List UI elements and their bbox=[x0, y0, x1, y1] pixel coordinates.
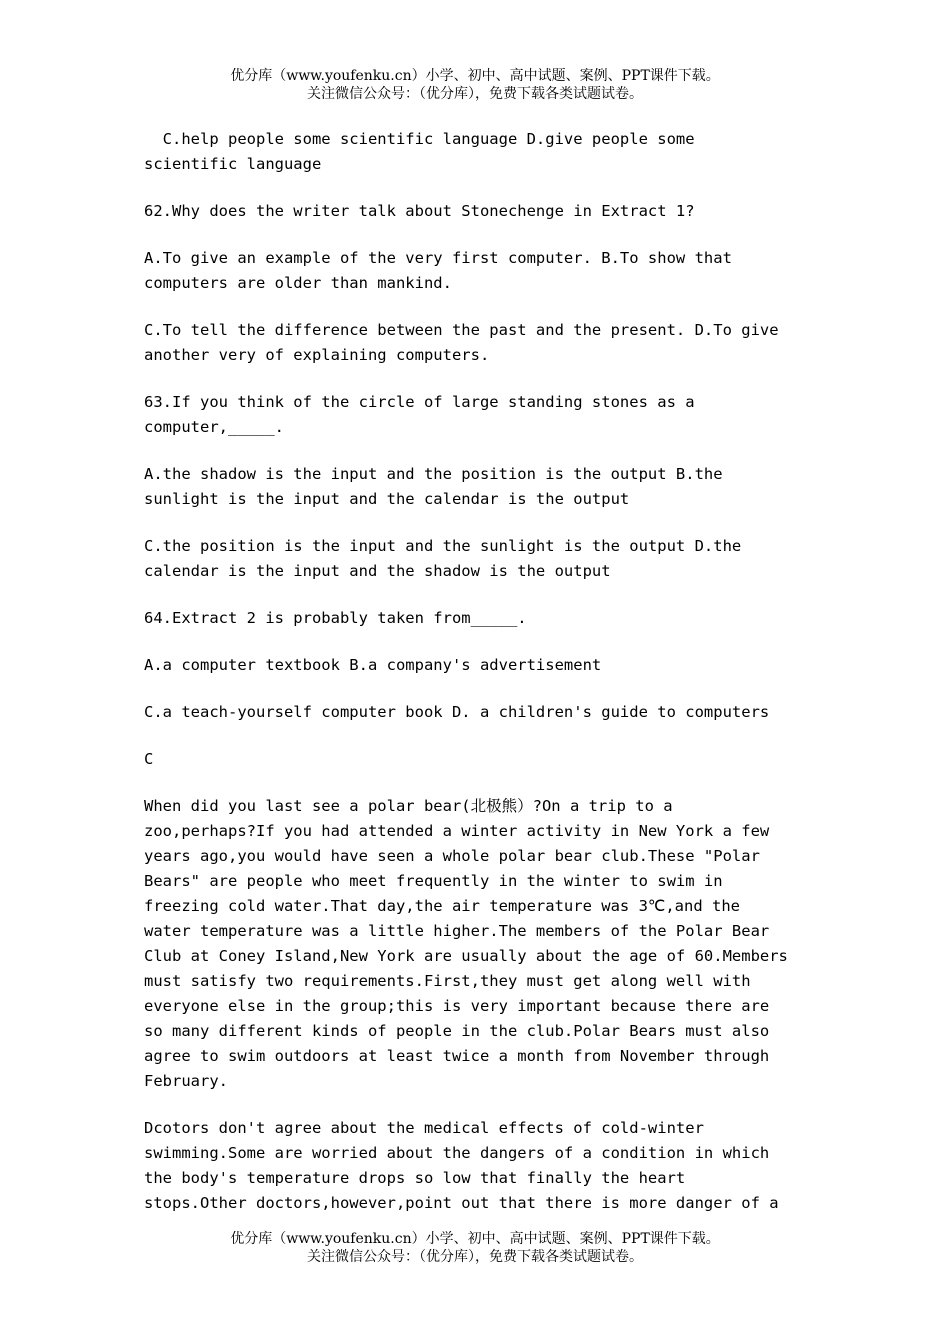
text-line: computers are older than mankind. bbox=[144, 274, 452, 292]
text-line: stops.Other doctors,however,point out that there is more danger of a bbox=[144, 1194, 779, 1212]
text-line: C.the position is the input and the sunlight is the output D.the bbox=[144, 537, 742, 555]
header-line-2: 关注微信公众号：（优分库），免费下载各类试题试卷。 bbox=[307, 86, 643, 102]
q63-options-ab bbox=[144, 462, 814, 512]
passage-paragraph-2 bbox=[144, 1116, 814, 1216]
text-line: C.To tell the difference between the past and the present. D.To give bbox=[144, 321, 779, 339]
text-line: agree to swim outdoors at least twice a month from November through bbox=[144, 1047, 770, 1065]
header-line-1: 优分库（www.youfenku.cn）小学、初中、高中试题、案例、PPT课件下载。 bbox=[230, 68, 720, 84]
q63-options-cd bbox=[144, 534, 814, 584]
text-line: C.a teach-yourself computer book D. a children's guide to computers bbox=[144, 703, 770, 721]
text-line: another very of explaining computers. bbox=[144, 346, 490, 364]
text-line: water temperature was a little higher.The members of the Polar Bear bbox=[144, 922, 770, 940]
q64-options-ab bbox=[144, 653, 814, 678]
q62-options-cd bbox=[144, 318, 814, 368]
text-line: 64.Extract 2 is probably taken from_____. bbox=[144, 609, 527, 627]
text-line: freezing cold water.That day,the air temperature was 3℃,and the bbox=[144, 897, 740, 915]
text-line: 62.Why does the writer talk about Stonechenge in Extract 1? bbox=[144, 202, 695, 220]
q64-question bbox=[144, 606, 814, 631]
section-c-label: C bbox=[144, 750, 154, 768]
q62-question bbox=[144, 199, 814, 224]
text-line: everyone else in the group;this is very important because there are bbox=[144, 997, 770, 1015]
footer-line-1: 优分库（www.youfenku.cn）小学、初中、高中试题、案例、PPT课件下载。 bbox=[230, 1231, 720, 1247]
text-line: sunlight is the input and the calendar is the output bbox=[144, 490, 630, 508]
text-line: scientific language bbox=[144, 155, 322, 173]
text-line: February. bbox=[144, 1072, 228, 1090]
q61-options-cd bbox=[144, 127, 814, 177]
q62-options-ab bbox=[144, 246, 814, 296]
text-line: Bears" are people who meet frequently in the winter to swim in bbox=[144, 872, 723, 890]
text-line: C.help people some scientific language D.give people some bbox=[144, 130, 695, 148]
footer-line-2: 关注微信公众号：（优分库），免费下载各类试题试卷。 bbox=[307, 1249, 643, 1265]
q63-question bbox=[144, 390, 814, 440]
page-footer bbox=[0, 1230, 950, 1266]
text-line: A.To give an example of the very first computer. B.To show that bbox=[144, 249, 732, 267]
q64-options-cd bbox=[144, 700, 814, 725]
text-line: years ago,you would have seen a whole polar bear club.These "Polar bbox=[144, 847, 760, 865]
text-line: A.the shadow is the input and the position is the output B.the bbox=[144, 465, 723, 483]
text-line: computer,_____. bbox=[144, 418, 284, 436]
text-line: A.a computer textbook B.a company's advertisement bbox=[144, 656, 602, 674]
text-line: Club at Coney Island,New York are usually about the age of 60.Members bbox=[144, 947, 788, 965]
text-line: calendar is the input and the shadow is the output bbox=[144, 562, 611, 580]
document-body bbox=[144, 127, 814, 1216]
section-label bbox=[144, 747, 814, 772]
text-line: swimming.Some are worried about the dangers of a condition in which bbox=[144, 1144, 770, 1162]
passage-paragraph-1 bbox=[144, 794, 814, 1094]
text-line: zoo,perhaps?If you had attended a winter activity in New York a few bbox=[144, 822, 770, 840]
text-line: 63.If you think of the circle of large standing stones as a bbox=[144, 393, 695, 411]
text-line: must satisfy two requirements.First,they must get along well with bbox=[144, 972, 751, 990]
text-line: the body's temperature drops so low that finally the heart bbox=[144, 1169, 686, 1187]
text-line: so many different kinds of people in the club.Polar Bears must also bbox=[144, 1022, 770, 1040]
page-header bbox=[0, 67, 950, 103]
text-line: Dcotors don't agree about the medical effects of cold-winter bbox=[144, 1119, 704, 1137]
text-line: When did you last see a polar bear(北极熊）?On a trip to a bbox=[144, 797, 673, 815]
